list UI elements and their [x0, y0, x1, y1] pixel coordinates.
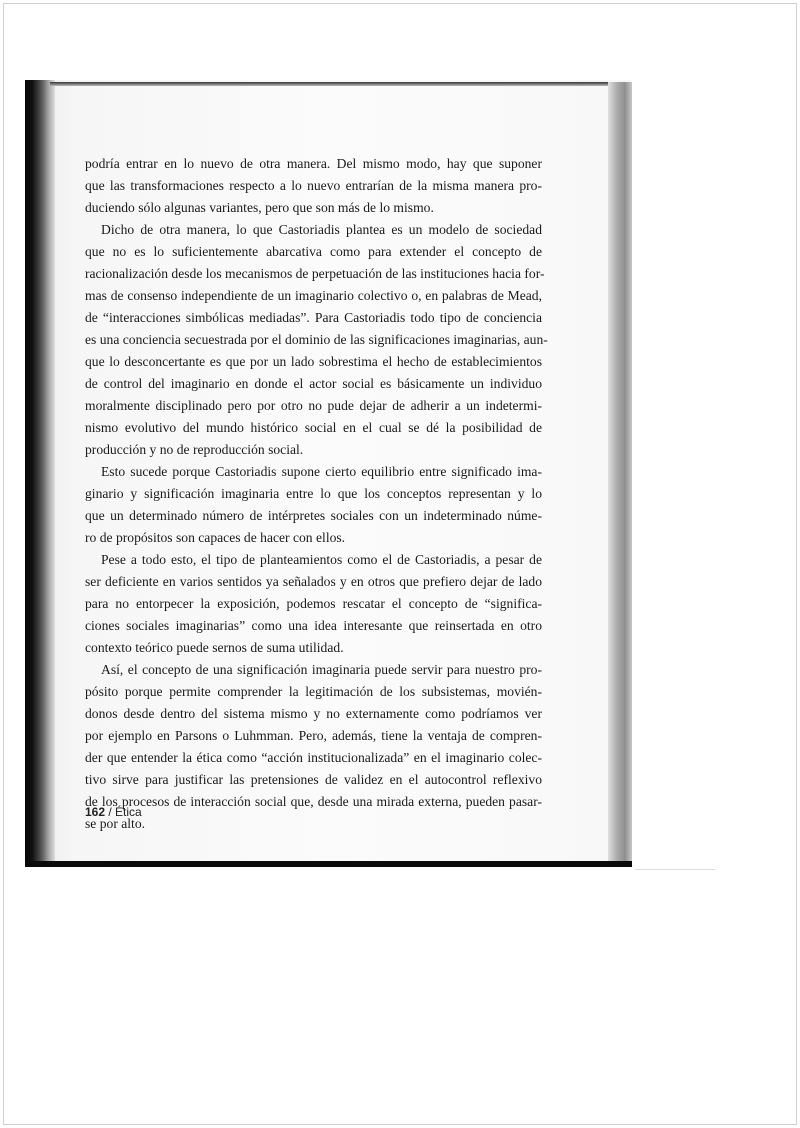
text-line: de “interacciones simbólicas mediadas”. Para Castoriadis todo tipo de conciencia	[85, 310, 542, 325]
text-line: Dicho de otra manera, lo que Castoriadis plantea es un modelo de sociedad	[101, 222, 542, 237]
page-right-shadow	[608, 82, 632, 866]
text-line: por ejemplo en Parsons o Luhmman. Pero, además, tiene la ventaja de compren-	[85, 728, 542, 743]
page-top-edge	[50, 82, 610, 86]
text-line: Esto sucede porque Castoriadis supone cierto equilibrio entre significado ima-	[101, 464, 542, 479]
text-line: moralmente disciplinado pero por otro no pude dejar de adherir a un indetermi-	[85, 398, 542, 413]
text-line: ginario y significación imaginaria entre lo que los conceptos representan y lo	[85, 486, 542, 501]
text-line: nismo evolutivo del mundo histórico social en el cual se dé la posibilidad de	[85, 420, 542, 435]
text-line: que las transformaciones respecto a lo nuevo entrarían de la misma manera pro-	[85, 178, 542, 193]
paragraph	[85, 219, 548, 461]
text-line: de control del imaginario en donde el actor social es básicamente un individuo	[85, 376, 542, 391]
page-footer	[85, 805, 142, 819]
text-line: contexto teórico puede sernos de suma utilidad.	[85, 640, 344, 655]
paragraph	[85, 659, 542, 835]
text-line: podría entrar en lo nuevo de otra manera. Del mismo modo, hay que suponer	[85, 156, 542, 171]
text-line: producción y no de reproducción social.	[85, 442, 304, 457]
footer-separator: /	[105, 805, 116, 819]
text-line: der que entender la ética como “acción institucionalizada” en el imaginario colec-	[85, 750, 542, 765]
text-line: para no entorpecer la exposición, podemos rescatar el concepto de “significa-	[85, 596, 542, 611]
paragraph	[85, 153, 542, 219]
text-line: donos desde dentro del sistema mismo y no externamente como podríamos ver	[85, 706, 542, 721]
page-number: 162	[85, 805, 106, 819]
text-line: de los procesos de interacción social que, desde una mirada externa, pueden pasar-	[85, 794, 542, 809]
scan-smudge	[635, 869, 715, 870]
text-line: que no es lo suficientemente abarcativa como para extender el concepto de	[85, 244, 542, 259]
book-spine-shadow	[25, 80, 55, 866]
text-line: ciones sociales imaginarias” como una idea interesante que reinsertada en otro	[85, 618, 542, 633]
page-bottom-edge	[25, 861, 632, 867]
paragraph	[85, 461, 542, 549]
text-line: duciendo sólo algunas variantes, pero que son más de lo mismo.	[85, 200, 434, 215]
text-line: que lo desconcertante es que por un lado sobrestima el hecho de establecimientos	[85, 354, 542, 369]
text-line: Así, el concepto de una significación imaginaria puede servir para nuestro pro-	[101, 662, 542, 677]
text-line: se por alto.	[85, 816, 146, 831]
text-line: que un determinado número de intérpretes sociales con un indeterminado núme-	[85, 508, 542, 523]
paragraph	[85, 549, 542, 659]
text-line: es una conciencia secuestrada por el dominio de las significaciones imaginarias, aun-	[85, 332, 548, 347]
text-line: ser deficiente en varios sentidos ya señalados y en otros que prefiero dejar de lado	[85, 574, 542, 589]
text-line: pósito porque permite comprender la legitimación de los subsistemas, movién-	[85, 684, 542, 699]
footer-section: Ética	[115, 805, 142, 819]
text-line: racionalización desde los mecanismos de perpetuación de las instituciones hacia for-	[85, 266, 545, 281]
text-line: mas de consenso independiente de un imaginario colectivo o, en palabras de Mead,	[85, 288, 542, 303]
body-text	[85, 153, 548, 835]
text-line: tivo sirve para justificar las pretensiones de validez en el autocontrol reflexivo	[85, 772, 542, 787]
text-line: ro de propósitos son capaces de hacer con ellos.	[85, 530, 346, 545]
text-line: Pese a todo esto, el tipo de planteamientos como el de Castoriadis, a pesar de	[101, 552, 542, 567]
